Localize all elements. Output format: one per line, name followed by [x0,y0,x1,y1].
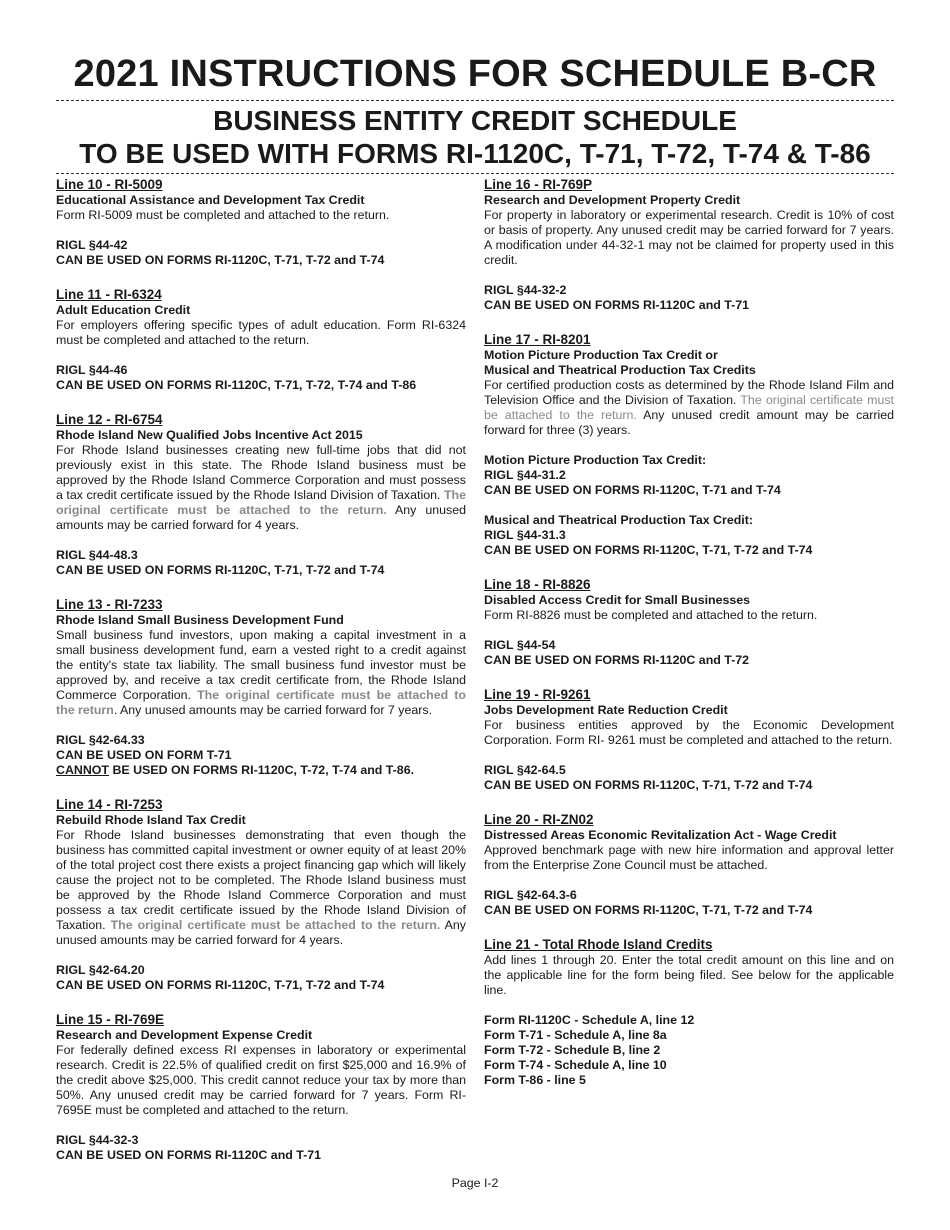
section-subheading: Jobs Development Rate Reduction Credit [484,703,728,717]
section-line-20 [484,811,894,918]
section-body [56,443,466,533]
section-heading: Line 15 - RI-769E [56,1012,165,1027]
body-text: . Any unused amounts may be carried forward for 7 years. [113,703,433,717]
section-body: Approved benchmark page with new hire information and approval letter from the Enterprise Zone Council must be attached. [484,843,894,872]
restriction-text: BE USED ON FORMS RI-1120C, T-72, T-74 and T-86. [109,763,415,777]
section-body: Form RI-8826 must be completed and attached to the return. [484,608,818,622]
section-line-18 [484,576,894,668]
section-body [56,828,466,948]
section-line-17 [484,331,894,558]
body-text: For Rhode Island businesses demonstrating that even though the business has committed capital investment or owner equity of at least 20% of the total project cost there exists a project financing gap which will likely cause the project not to be completed. The Rhode Island business must be approved by the Rhode Island Commerce Corporation and must possess a tax credit certificate issued by the Rhode Island Division of Taxation. [56,828,466,932]
body-text: For Rhode Island businesses creating new full-time jobs that did not previously exist in this state. The Rhode Island business must be approved by the Rhode Island Commerce Corporation and must possess a tax credit certificate issued by the Rhode Island Division of Taxation. [56,443,466,502]
left-column [56,176,466,1181]
certificate-note: The original certificate must be attached to the return. [484,393,894,422]
subtitle-line-2: TO BE USED WITH FORMS RI-1120C, T-71, T-72, T-74 & T-86 [79,138,871,169]
section-line-16 [484,176,894,313]
rigl-citation: RIGL §44-31.2 [484,468,566,482]
section-subheading: Adult Education Credit [56,303,191,317]
right-column [484,176,894,1106]
section-heading: Line 17 - RI-8201 [484,332,591,347]
divider-bottom [56,173,894,174]
section-subheading: Rebuild Rhode Island Tax Credit [56,813,246,827]
section-line-19 [484,686,894,793]
rigl-citation: RIGL §44-46 [56,363,128,377]
section-subheading: Disabled Access Credit for Small Businesses [484,593,751,607]
certificate-note: The original certificate must be attached to the return [56,688,467,717]
certificate-note: The original certificate must be attached to the return. [110,918,441,932]
body-text: Small business fund investors, upon making a capital investment in a small business development fund, earn a vested right to a credit against the entity's state tax liability. The small business fund investor must be approved by, and receive a tax credit certificate from, the Rhode Island Commerce Corporation. [56,628,466,702]
list-item: Form T-74 - Schedule A, line 10 [484,1058,667,1072]
section-subheading: Musical and Theatrical Production Tax Credits [484,363,756,377]
section-heading: Line 10 - RI-5009 [56,177,163,192]
usage-note: CAN BE USED ON FORM T-71 [56,748,232,762]
section-heading: Line 19 - RI-9261 [484,687,591,702]
section-heading: Line 14 - RI-7253 [56,797,163,812]
rigl-citation: RIGL §42-64.5 [484,763,566,777]
section-body: Form RI-5009 must be completed and attached to the return. [56,208,390,222]
section-body [56,628,466,718]
usage-note: CAN BE USED ON FORMS RI-1120C and T-71 [484,298,750,312]
body-text: Any unused amounts may be carried forward for 4 years. [56,503,467,532]
section-body [484,378,894,438]
section-heading: Line 12 - RI-6754 [56,412,163,427]
body-text: Any unused credit amount may be carried forward for three (3) years. [484,408,894,437]
list-item: Form T-72 - Schedule B, line 2 [484,1043,661,1057]
rigl-citation: RIGL §44-32-2 [484,283,567,297]
usage-note: CAN BE USED ON FORMS RI-1120C, T-71, T-72 and T-74 [484,903,813,917]
section-subheading: Rhode Island New Qualified Jobs Incentive Act 2015 [56,428,363,442]
usage-note: CAN BE USED ON FORMS RI-1120C, T-71, T-72, T-74 and T-86 [56,378,417,392]
section-line-21 [484,936,894,1088]
certificate-note: The original certificate must be attached to the return. [56,488,466,517]
usage-note: CAN BE USED ON FORMS RI-1120C, T-71, T-72 and T-74 [484,543,813,557]
section-subheading: Research and Development Property Credit [484,193,741,207]
page-subtitle [0,104,950,170]
section-subheading: Rhode Island Small Business Development Fund [56,613,344,627]
rigl-citation: RIGL §44-32-3 [56,1133,139,1147]
section-heading: Line 21 - Total Rhode Island Credits [484,937,713,952]
usage-note: CAN BE USED ON FORMS RI-1120C, T-71 and T-74 [484,483,781,497]
section-heading: Line 20 - RI-ZN02 [484,812,594,827]
page-number: Page I-2 [451,1176,499,1190]
section-subheading: Distressed Areas Economic Revitalization Act - Wage Credit [484,828,837,842]
list-item: Form RI-1120C - Schedule A, line 12 [484,1013,695,1027]
usage-note: CAN BE USED ON FORMS RI-1120C, T-71, T-72 and T-74 [484,778,813,792]
section-body: For federally defined excess RI expenses in laboratory or experimental research. Credit is 22.5% of qualified credit on first $25,000 and 16.9% of the credit above $25,000. This credit cannot reduce your tax by more than 50%. Any unused credit may be carried forward for 7 years. Form RI-7695E must be completed and attached to the return. [56,1043,466,1117]
musical-theatrical-title: Musical and Theatrical Production Tax Credit: [484,513,753,527]
section-heading: Line 13 - RI-7233 [56,597,163,612]
motion-picture-title: Motion Picture Production Tax Credit: [484,453,707,467]
section-body: Add lines 1 through 20. Enter the total credit amount on this line and on the applicable line for the form being filed. See below for the applicable line. [484,953,894,997]
section-line-10 [56,176,466,268]
usage-note: CAN BE USED ON FORMS RI-1120C, T-71, T-72 and T-74 [56,978,385,992]
form-line-list [484,1013,894,1088]
rigl-citation: RIGL §42-64.3-6 [484,888,577,902]
section-body: For business entities approved by the Economic Development Corporation. Form RI- 9261 must be completed and attached to the return. [484,718,894,747]
section-body: For property in laboratory or experimental research. Credit is 10% of cost or basis of property. Any unused credit may be carried forward for 7 years. A modification under 44-32-1 may not be claimed for property used in this credit. [484,208,894,267]
section-line-12 [56,411,466,578]
section-subheading: Research and Development Expense Credit [56,1028,313,1042]
usage-note: CAN BE USED ON FORMS RI-1120C, T-71, T-72 and T-74 [56,563,385,577]
section-line-11 [56,286,466,393]
usage-restriction [56,763,466,778]
rigl-citation: RIGL §44-31.3 [484,528,566,542]
section-line-14 [56,796,466,993]
section-subheading: Motion Picture Production Tax Credit or [484,348,718,362]
section-line-13 [56,596,466,778]
list-item: Form T-86 - line 5 [484,1073,586,1087]
usage-note: CAN BE USED ON FORMS RI-1120C, T-71, T-72 and T-74 [56,253,385,267]
section-body: For employers offering specific types of adult education. Form RI-6324 must be completed and attached to the return. [56,318,466,347]
rigl-citation: RIGL §44-54 [484,638,556,652]
divider-top [56,100,894,101]
list-item: Form T-71 - Schedule A, line 8a [484,1028,667,1042]
cannot-text: CANNOT [56,763,109,777]
rigl-citation: RIGL §42-64.33 [56,733,145,747]
page-title: 2021 INSTRUCTIONS FOR SCHEDULE B-CR [73,53,877,95]
body-text: Any unused amounts may be carried forward for 4 years. [56,918,466,947]
rigl-citation: RIGL §42-64.20 [56,963,145,977]
section-line-15 [56,1011,466,1163]
rigl-citation: RIGL §44-48.3 [56,548,138,562]
section-heading: Line 18 - RI-8826 [484,577,591,592]
usage-note: CAN BE USED ON FORMS RI-1120C and T-72 [484,653,750,667]
usage-note: CAN BE USED ON FORMS RI-1120C and T-71 [56,1148,322,1162]
section-heading: Line 16 - RI-769P [484,177,593,192]
subtitle-line-1: BUSINESS ENTITY CREDIT SCHEDULE [213,105,737,136]
section-heading: Line 11 - RI-6324 [56,287,162,302]
body-text: For certified production costs as determined by the Rhode Island Film and Television Office and the Division of Taxation. [484,378,894,407]
section-subheading: Educational Assistance and Development Tax Credit [56,193,365,207]
rigl-citation: RIGL §44-42 [56,238,128,252]
